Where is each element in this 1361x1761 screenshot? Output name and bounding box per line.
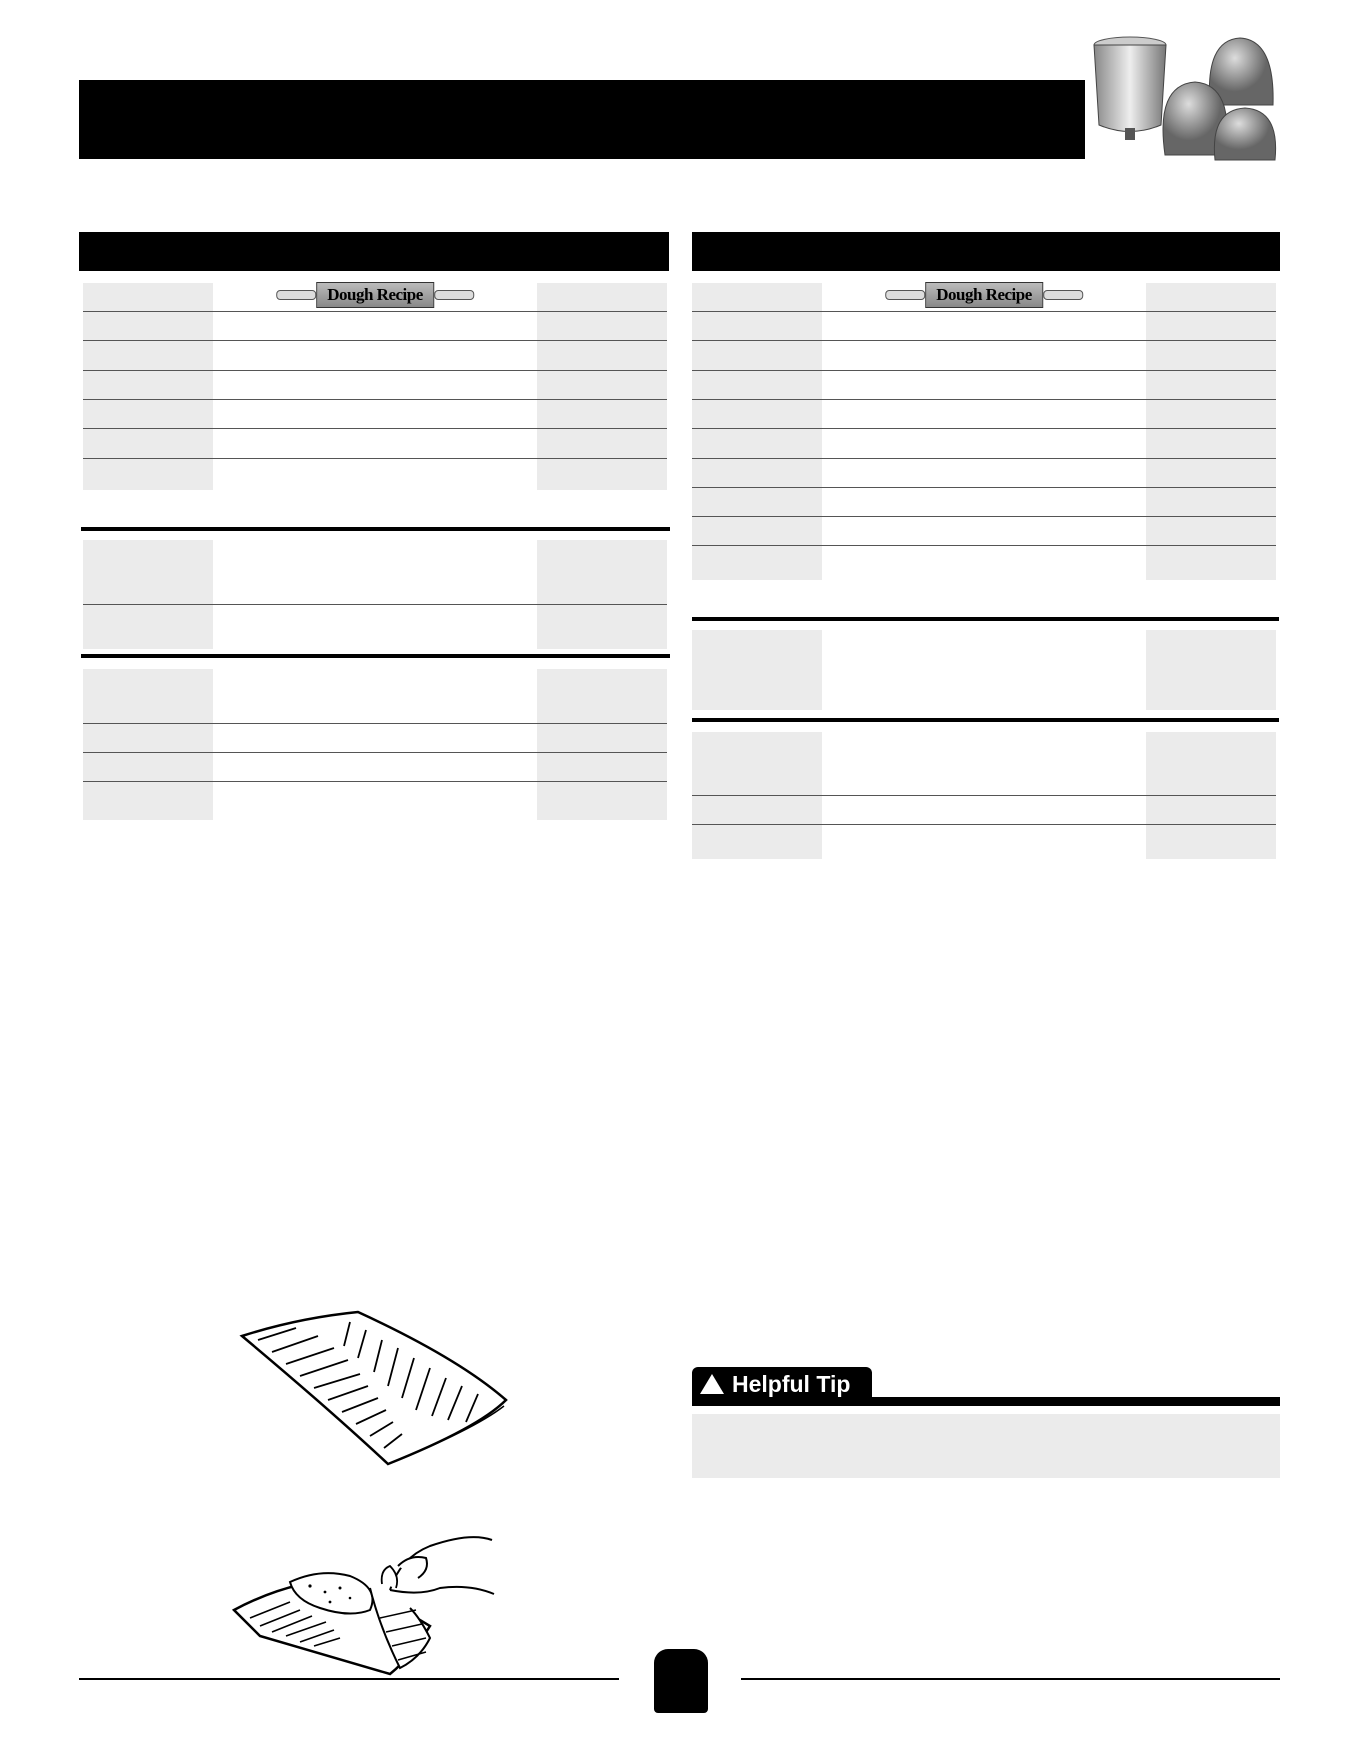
helpful-tip-tab [692, 1367, 872, 1401]
table-row [692, 732, 1276, 796]
dough-recipe-badge: Dough Recipe [885, 281, 1083, 309]
warning-triangle-icon [700, 1374, 724, 1394]
footer-rule-left [79, 1678, 619, 1680]
bread-and-pan-icon [1085, 10, 1285, 170]
table-row [83, 459, 667, 490]
table-row [83, 371, 667, 400]
table-row [692, 517, 1276, 546]
table-row [692, 825, 1276, 859]
table-row [83, 605, 667, 649]
table-row [692, 341, 1276, 371]
section-divider [692, 617, 1279, 621]
table-row [692, 630, 1276, 710]
section-divider [81, 654, 670, 658]
table-row [83, 669, 667, 724]
right-section-header [692, 232, 1280, 271]
helpful-tip-box [692, 1414, 1280, 1478]
table-row [83, 753, 667, 782]
table-row [83, 782, 667, 820]
table-row [83, 341, 667, 371]
braiding-dough-illustration [230, 1518, 500, 1678]
helpful-tip-rule [692, 1397, 1280, 1406]
table-row [83, 312, 667, 341]
dough-cut-strips-illustration [238, 1298, 518, 1468]
section-divider [692, 718, 1279, 722]
bread-slice-page-icon [654, 1649, 708, 1713]
table-row [692, 796, 1276, 825]
table-row [692, 546, 1276, 580]
table-row [692, 312, 1276, 341]
table-row [83, 540, 667, 605]
table-row [692, 459, 1276, 488]
table-row [83, 724, 667, 753]
table-row [83, 400, 667, 429]
table-row [692, 400, 1276, 429]
table-row [692, 429, 1276, 459]
table-row [83, 429, 667, 459]
section-divider [81, 527, 670, 531]
helpful-tip-label: Helpful Tip [732, 1370, 851, 1397]
footer-rule-right [741, 1678, 1280, 1680]
left-section-header [79, 232, 669, 271]
dough-recipe-badge: Dough Recipe [276, 281, 474, 309]
table-row [692, 371, 1276, 400]
table-row [692, 488, 1276, 517]
